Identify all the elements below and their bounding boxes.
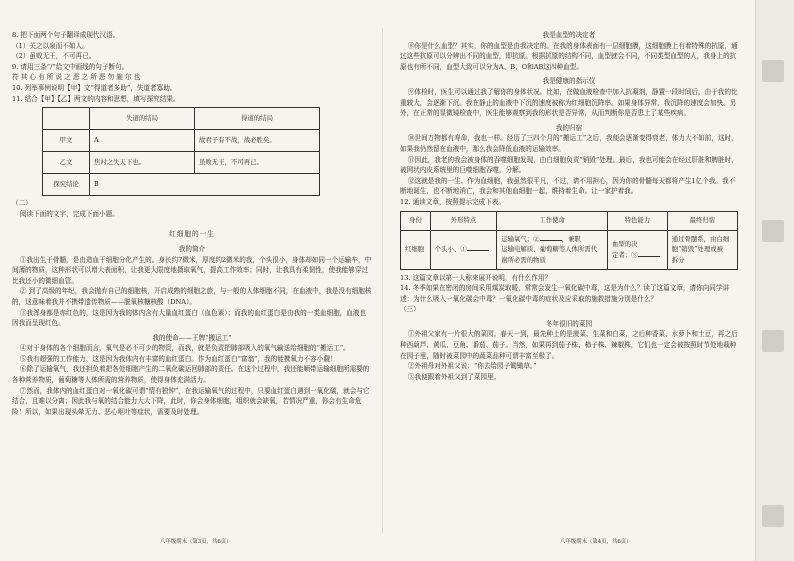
paragraph-9: ⑨体检时，医生可以通过我了解你的身体状况。比如，在做血液检查中加入抗凝剂，静置一段时间后，由于我的比重较大，会逐渐下沉。我在静止的血液中下沉的速度被称为红细胞沉降率。如果身体异常，我沉降的速度会加快。另外，在正常的显微镜检查中，医生能够观察到我的形状是否异常，从而判断你是否患上了某些疾病。 xyxy=(400,87,738,118)
fate-text-2: 胞“销毁”处理或被 xyxy=(671,245,723,254)
table-cell: 虽败无王，不可再已。 xyxy=(195,152,320,174)
table-header-cell: 特色能力 xyxy=(607,211,667,230)
question-13: 13. 这篇文章以第一人称来展开说明，有什么作用？ xyxy=(400,273,552,282)
paragraph-a: ①外祖父家有一片很大的菜园。春天一到，最先种上的是菠菜、生菜和白菜，之后种香菜、水萝卜和土豆，再之后种西葫芦、黄瓜、豆角、番茄、茄子。当然，如果再到茄子株、柿子株、辣椒株，它们也一定会被按照时节处地栽种在园子里，随时被菜园中的蔬菜品种可谓丰富至极了。 xyxy=(400,330,738,360)
table-cell: 焦衬之失天下也。 xyxy=(90,152,195,174)
article-title: 红细胞的一生 xyxy=(169,230,215,239)
paragraph-c: ③我便跟着外祖父到了菜园里。 xyxy=(407,372,501,381)
question-12: 12. 通读文章，按照提示完成下表。 xyxy=(400,197,505,206)
paragraph-5: ⑤我有超强的工作能力，这是因为我体内有丰富的血红蛋白。作为血红蛋白“富翁”，我的能携氧力不容小觑！ xyxy=(19,354,337,363)
ability-text-2: 定者；③ xyxy=(611,250,638,259)
section-2-instruction: 阅读下面的文字，完成下面小题。 xyxy=(19,209,119,218)
binding-mark xyxy=(762,330,784,352)
paragraph-11: ⑪因此，我老的我会被身体的吞噬细胞发现，由白细胞负责“销毁”处理。最后，我也可能会在经过肝脏和脾脏时，被网状内皮系统里的巨噬细胞吞噬，分解。 xyxy=(400,155,738,175)
table-row xyxy=(43,152,320,174)
question-10: 10. 列举事例说明【甲】文“得道者多助”，失道者寡助。 xyxy=(12,83,177,92)
question-9-sentence: 符 其 心 有 所 说 之 恶 之 所 恶 勿 施 尔 也 xyxy=(12,73,141,82)
question-11: 11. 结合【甲】【乙】两文的内容和思想，填写探究结果。 xyxy=(12,94,180,103)
ability-text-1: 血型的决 xyxy=(611,239,638,248)
binding-mark xyxy=(762,60,784,82)
table-header-row xyxy=(43,108,320,130)
question-8: 8. 把下面两个句子翻译成现代汉语。 xyxy=(12,31,120,39)
mission-text-3: 运输电解质、葡萄糖等人体所需代 xyxy=(501,245,598,254)
question-8-part-1: （1）关之以泉而不如人。 xyxy=(12,41,89,50)
answer-blank-1[interactable] xyxy=(467,244,489,251)
section-3-label: （三） xyxy=(400,305,420,314)
table-header-cell xyxy=(43,108,90,130)
table-cell: 甲文 xyxy=(43,130,90,152)
paragraph-3: ③我浑身都是赤红色的，这是因为我的体内含有大量血红蛋白（血色素）；而我的血红蛋白是由我的一类血细胞，血液也因我而呈现红色。 xyxy=(12,308,367,328)
table-row xyxy=(401,230,738,269)
paragraph-1: ①我出生于骨髓，是由造血干细胞分化产生的。身长约7微米，厚度约2微米的我，个头很小，身体却如同一个运输车，中间薄的物质，这种形状可以增大表面积，让我更大限度地摄取氧气，提高工作效率；同时，让我具有柔韧性，使我能够穿过比我还小的微细血管。 xyxy=(12,255,372,285)
table-cell: 探究结论 xyxy=(43,174,90,196)
paragraph-6: ⑥除了运输氧气，我还担负着把各处细胞产生的二氧化碳运回肺部的责任。在这个过程中，我还能顺带运输细胞所需要的各种营养物质，葡萄糖等人体所需的营养物质，使得身体充满活力。 xyxy=(12,365,370,385)
question-14: 14. 冬季如果在密闭的房间采用煤炭取暖，常常会发生一氧化碳中毒，这是为什么？读了这篇文章，请你向同学讲述：为什么吸入一氧化碳会中毒？一氧化碳中毒的症状及应采取的施救措施分别是什么？ xyxy=(400,284,730,303)
table-cell: B xyxy=(90,174,320,196)
subheading-blood-type: 我是血型的决定者 xyxy=(542,31,596,39)
subheading-intro: 我的简介 xyxy=(178,244,206,253)
mission-text-1: 运输氧气；② xyxy=(501,234,540,243)
table-header-row xyxy=(401,211,738,230)
table-cell: 红细胞 xyxy=(401,230,431,269)
shape-text: 个头小、 xyxy=(434,245,461,254)
question-8-part-2: （2）虽败无王，不可再已。 xyxy=(12,52,96,61)
footer-left-page-number: 八年级期末（第3页，共6页） xyxy=(160,539,232,545)
table-header-cell: 失道的结局 xyxy=(90,108,195,130)
table-row xyxy=(43,130,320,152)
table-cell: 乙文 xyxy=(43,152,90,174)
footer-right-page-number: 八年级期末（第4页，共6页） xyxy=(560,539,632,545)
table-header-cell: 工作使命 xyxy=(497,211,608,230)
table-cell xyxy=(497,230,608,269)
section-2-label: （二） xyxy=(12,199,32,208)
inquiry-table xyxy=(42,107,320,196)
subheading-mission: 我的使命——王牌“搬运工” xyxy=(152,333,232,342)
subheading-health: 我是健康的指示仪 xyxy=(542,77,596,86)
table-header-cell: 外形特点 xyxy=(430,211,496,230)
table-cell: 故君子有不战，战必胜矣。 xyxy=(195,130,320,152)
paragraph-7: ⑦然而，我体内的血红蛋白对一氧化碳可谓“情有独钟”，在我运输氧气的过程中，只要血红蛋白遇到一氧化碳，就会与它结合，且难以分离；因此我与氧的结合能力大大下降，此时，你会身体细胞，组织就会缺氧，若情况严重，你会有生命危险！所以，如果出现头晕无力、恶心呕吐等症状，需要及时处理。 xyxy=(12,386,370,416)
table-cell: 个头小、① xyxy=(430,230,496,269)
binding-mark xyxy=(762,220,784,242)
page-gutter xyxy=(382,28,383,533)
fate-text-1: 通过骨髓系，由白细 xyxy=(671,234,730,243)
mission-text-4: 谢所必需的物质 xyxy=(501,255,546,264)
answer-blank-2[interactable] xyxy=(540,234,562,241)
right-page xyxy=(400,30,738,535)
answer-blank-3[interactable] xyxy=(638,250,660,257)
table-header-cell: 得道的结局 xyxy=(195,108,320,130)
table-cell: A xyxy=(90,130,195,152)
paragraph-4: ④对于身体的各个细胞而言，氧气是必不可少的物资，而我，就是负责把肺部吸入的氧气输送给细胞的“搬运工”。 xyxy=(19,344,350,353)
table-row xyxy=(43,174,320,196)
table-cell xyxy=(667,230,737,269)
table-header-cell: 身份 xyxy=(401,211,431,230)
binding-margin xyxy=(755,0,794,561)
paragraph-b: ②外祖母对外祖父说：“你去给园子锄锄草。” xyxy=(407,362,537,371)
summary-table xyxy=(400,211,738,270)
binding-mark xyxy=(762,505,784,527)
mission-text-2: ，兼职 xyxy=(561,234,581,243)
article-3-title: 冬年很旧的菜园 xyxy=(545,319,593,328)
table-header-cell: 最终归宿 xyxy=(667,211,737,230)
paragraph-8: ⑧你是什么血型？其实，你的血型是由我决定的。在我的身体表面有一层细胞膜，这细胞膜上有着特殊的抗原，通过这些抗原可以分辨出不同的血型，即抗原。根据抗原的结构不同，血型就会不同，不同类型血型的人，我身上的抗原也有所不同，血型大致可以分为A、B、O和AB这四种血型。 xyxy=(400,41,738,71)
fate-text-3: 拆分 xyxy=(671,255,685,264)
paragraph-12: ⑫这就是我的一生。作为血细胞，我虽然很平凡，不过，请不用担心，因为你的骨髓每天都将产生1亿个我。我不断地诞生，也不断地消亡，我会和其他血细胞一起，维持着生命。让一家护着我。 xyxy=(400,176,736,196)
question-9: 9. 请用三条“/”给文中画线的句子断句。 xyxy=(12,62,129,71)
subheading-fate: 我的归宿 xyxy=(555,123,583,132)
table-cell xyxy=(607,230,667,269)
paragraph-2: ② 到了高级的年纪，我会抛弃自己的细胞核，开启成熟的细胞之旅，与一般的人体细胞不同，在血液中，我是没有细胞核的，这意味着我并不携带遗传物质——脱氧核糖核酸（DNA）。 xyxy=(12,287,372,306)
paragraph-10: ⑩世间万物都有寿命，我也一样。经历了三四个月的“搬运工”之后，我便会逐渐变得衰老，体力大不如前，这时，如果我仍然留在血液中，那么我会降低血液的运输效率。 xyxy=(400,134,738,153)
left-page xyxy=(12,30,372,535)
